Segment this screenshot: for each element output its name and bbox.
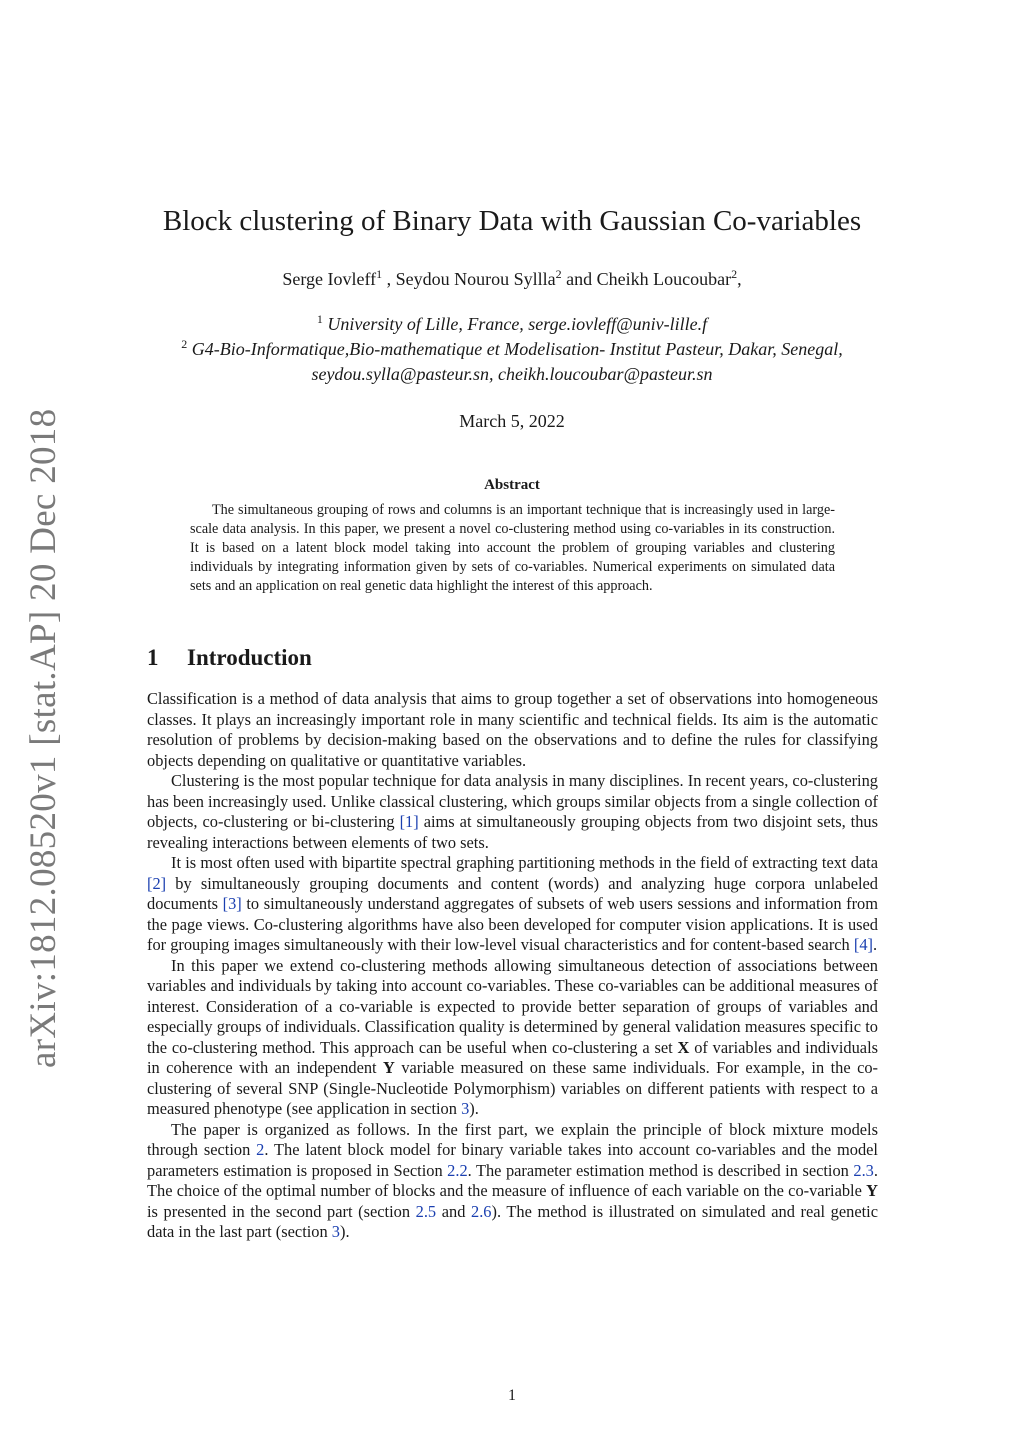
affiliation-mark: 1: [316, 312, 323, 326]
paragraph-text: The paper is organized as follows. In the first part, we explain the principle of block mixture models through section: [147, 1119, 878, 1159]
author-affil-mark: 1: [376, 267, 383, 281]
paragraph-text: Clustering is the most popular technique for data analysis in many disciplines. In recent years, co-clustering has been increasingly used. Unlike classical clustering, which groups similar objects from a single collection of objects, co-clustering or bi-clustering: [147, 771, 878, 831]
section-title: Introduction: [187, 645, 312, 670]
author-affil-mark: 2: [731, 267, 738, 281]
affiliation-text: University of Lille, France, serge.iovleff@univ-lille.f: [322, 314, 708, 334]
author-name: Serge Iovleff: [282, 269, 377, 289]
math-symbol: Y: [383, 1058, 395, 1077]
paragraph-text: of variables and individuals in coherence with an independent: [147, 1037, 878, 1077]
paragraph-text: is presented in the second part (section: [147, 1201, 416, 1221]
author-affil-mark: 2: [555, 267, 562, 281]
paragraph-text: and: [436, 1201, 471, 1221]
paragraph-text: . The parameter estimation method is described in section: [467, 1160, 854, 1180]
author-list: [0, 267, 1024, 290]
page-number: 1: [508, 1387, 516, 1404]
author-name: Seydou Nourou Syllla: [395, 269, 556, 289]
paragraph-text: ).: [340, 1222, 350, 1241]
affiliation-2: [140, 332, 884, 387]
paper-title: Block clustering of Binary Data with Gaussian Co-variables: [162, 205, 862, 237]
citation-link[interactable]: [2]: [147, 873, 167, 893]
section-link[interactable]: 2: [256, 1140, 265, 1159]
author-separator: ,: [382, 269, 396, 289]
paragraph: [147, 771, 878, 853]
math-symbol: Y: [866, 1181, 878, 1200]
author-name: Cheikh Loucoubar: [596, 269, 732, 289]
paragraph: [147, 956, 878, 1120]
section-link[interactable]: 2.2: [447, 1160, 468, 1180]
section-link[interactable]: 2.5: [415, 1201, 437, 1221]
paragraph-text: It is most often used with bipartite spectral graphing partitioning methods in the field of extracting text data: [171, 853, 878, 872]
citation-link[interactable]: [3]: [222, 894, 242, 913]
paragraph-text: by simultaneously grouping documents and content (words) and analyzing huge corpora unlabeled documents: [147, 873, 878, 913]
paragraph-text: In this paper we extend co-clustering methods allowing simultaneous detection of associations between variables and individuals by taking into account co-variables. These co-variables can be additional measures of interest. Consideration of a co-variable is expected to provide better separation of groups of variables and especially groups of individuals. Classification quality is determined by general validation measures specific to the co-clustering method. This approach can be useful when co-clustering a set: [147, 955, 878, 1057]
paragraph: [147, 1120, 878, 1243]
paragraph-text: aims at simultaneously grouping objects from two disjoint sets, thus revealing interactions between elements of two sets.: [147, 812, 878, 852]
abstract-heading: Abstract: [484, 477, 540, 493]
paragraph: [147, 853, 878, 956]
paragraph-text: variable measured on these same individuals. For example, in the co-clustering of several SNP (Single-Nucleotide Polymorphism) variables on different patients with respect to a measured phenotype (see application in section: [147, 1058, 878, 1118]
section-link[interactable]: 2.6: [471, 1201, 492, 1221]
section-link[interactable]: 2.3: [853, 1160, 874, 1180]
paragraph: [147, 689, 878, 771]
citation-link[interactable]: [4]: [853, 935, 873, 954]
section-heading: [147, 645, 312, 671]
paragraph-text: Classification is a method of data analysis that aims to group together a set of observations into homogeneous classes. It plays an increasingly important role in many scientific and technical fields. Its aim is the automatic resolution of problems by decision-making based on the observations and to define the rules for classifying objects depending on qualitative or quantitative variables.: [147, 689, 878, 770]
section-number: 1: [147, 645, 159, 670]
author-separator: ,: [737, 269, 742, 289]
paragraph-text: to simultaneously understand aggregates of subsets of web users sessions and information from the page views. Co-clustering algorithms have also been developed for computer vision applications. It is used for grouping images simultaneously with their low-level visual characteristics and for content-based search: [147, 894, 878, 954]
citation-link[interactable]: [1]: [399, 812, 419, 831]
math-symbol: X: [677, 1037, 690, 1057]
arxiv-stamp: [14, 408, 74, 1068]
paragraph-text: . The choice of the optimal number of blocks and the measure of influence of each variable on the co-variable: [147, 1160, 878, 1200]
paragraph-text: . The latent block model for binary variable takes into account co-variables and the model parameters estimation is proposed in Section: [147, 1140, 878, 1180]
paragraph-text: ).: [469, 1099, 479, 1118]
abstract-text: The simultaneous grouping of rows and columns is an important technique that is increasingly used in large-scale data analysis. In this paper, we present a novel co-clustering method using co-variables in its construction. It is based on a latent block model taking into account the problem of grouping variables and clustering individuals by integrating information given by sets of co-variables. Numerical experiments on simulated data sets and an application on real genetic data highlight the interest of this approach.: [190, 502, 835, 594]
arxiv-stamp-text: arXiv:1812.08520v1 [stat.AP] 20 Dec 2018: [23, 408, 64, 1068]
section-link[interactable]: 3: [331, 1222, 340, 1241]
paragraph-text: .: [872, 935, 878, 954]
paragraph-text: ). The method is illustrated on simulated and real genetic data in the last part (section: [147, 1201, 878, 1241]
affiliation-mark: 2: [181, 337, 188, 351]
section-link[interactable]: 3: [461, 1099, 470, 1118]
section-body: [147, 689, 878, 1243]
affiliation-text: G4-Bio-Informatique,Bio-mathematique et Modelisation- Institut Pasteur, Dakar, Senegal, seydou.sylla@pasteur.sn, cheikh.loucoubar@pasteur.sn: [187, 339, 843, 384]
author-separator: and: [561, 269, 597, 289]
paper-date: March 5, 2022: [459, 411, 565, 431]
